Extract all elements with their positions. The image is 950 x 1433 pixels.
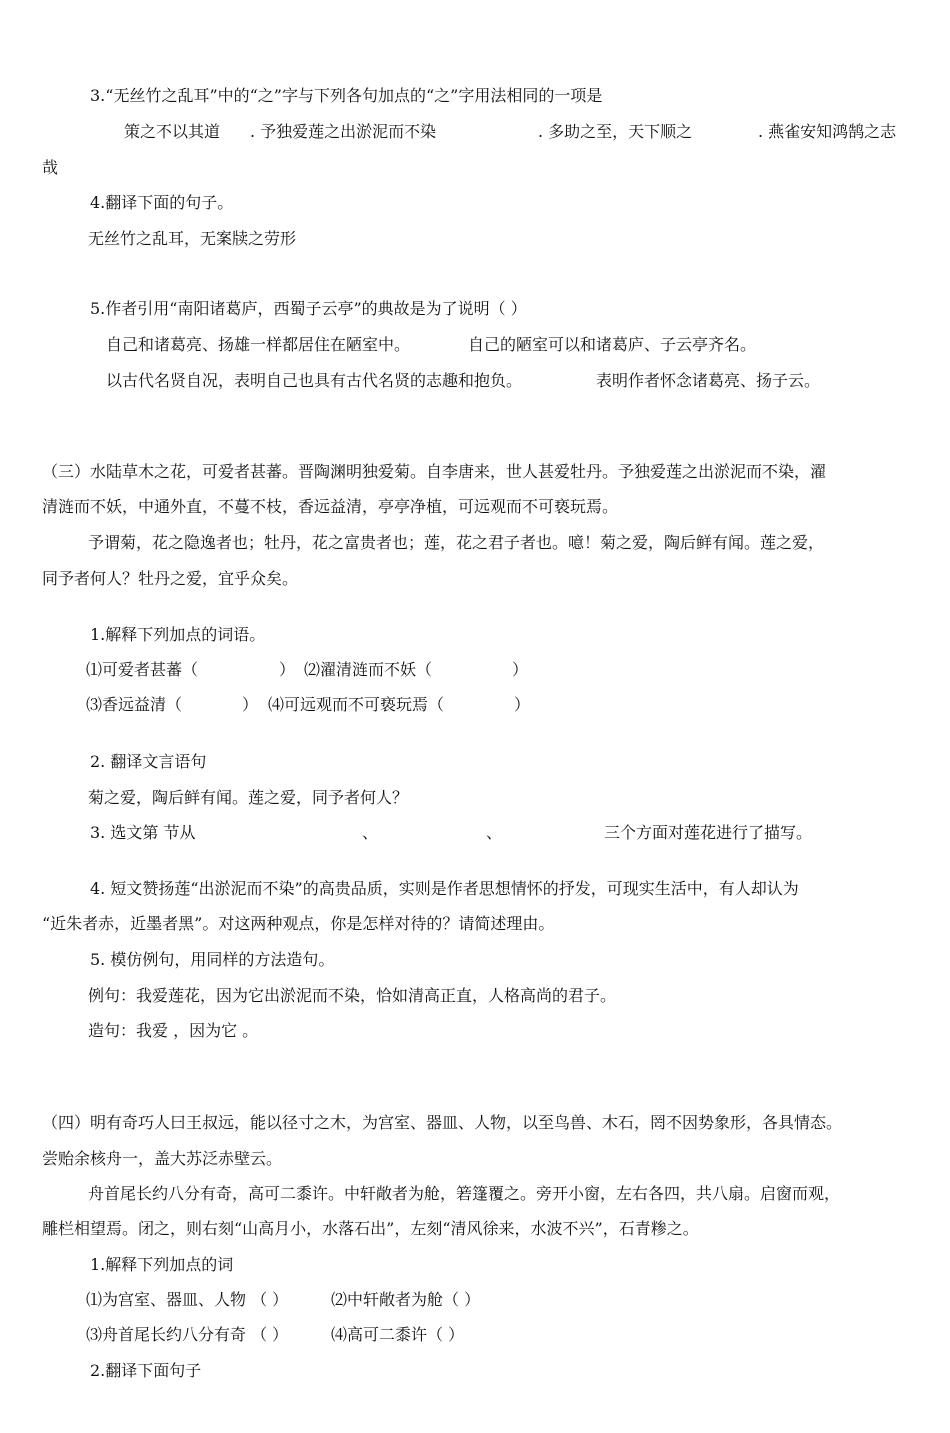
s3-q3-part-4: 三个方面对莲花进行了描写。 (604, 823, 813, 842)
s4-q1-stem: 1.解释下列加点的词 (90, 1255, 234, 1274)
s4-passage-line-1: （四）明有奇巧人曰王叔远，能以径寸之木，为宫室、器皿、人物，以至鸟兽、木石，罔不因势象形，各具情态。 (42, 1113, 843, 1132)
q4-stem: 4.翻译下面的句子。 (90, 193, 234, 212)
q5-option-a: 自己和诸葛亮、扬雄一样都居住在陋室中。 (106, 335, 411, 354)
s3-q3-part-1: 3. 选文第 节从 (90, 823, 196, 842)
s3-q5-stem: 5. 模仿例句，用同样的方法造句。 (90, 950, 335, 969)
s4-q1-item-4: ⑷高可二黍许（ ） (331, 1325, 465, 1344)
q3-stem: 3.“无丝竹之乱耳”中的“之”字与下列各句加点的“之”字用法相同的一项是 (90, 86, 603, 105)
s3-q1-stem: 1.解释下列加点的词语。 (90, 625, 266, 644)
s3-q1-item-1: ⑴可爱者甚蕃（ (86, 660, 199, 679)
s4-passage-line-3: 舟首尾长约八分有奇，高可二黍许。中轩敞者为舱，箬篷覆之。旁开小窗，左右各四，共八扇。启窗而观， (88, 1184, 841, 1203)
s3-q4-line-1: 4. 短文赞扬莲“出淤泥而不染”的高贵品质，实则是作者思想情怀的抒发，可现实生活中，有人却认为 (90, 879, 799, 898)
s3-q3-part-2: 、 (362, 823, 379, 842)
q3-option-a: 策之不以其道 (124, 122, 221, 141)
s3-passage-line-4: 同予者何人？牡丹之爱，宜乎众矣。 (42, 569, 299, 588)
q3-option-b: . 予独爱莲之出淤泥而不染 (250, 122, 437, 141)
s4-q2-stem: 2.翻译下面句子 (90, 1361, 202, 1380)
s4-q1-item-1: ⑴为宫室、器皿、人物 （ ） (86, 1290, 289, 1309)
s4-q1-item-3: ⑶舟首尾长约八分有奇 （ ） (86, 1325, 289, 1344)
q5-option-b: 自己的陋室可以和诸葛庐、子云亭齐名。 (468, 335, 757, 354)
s3-q1-item-4: ⑷可远观而不可亵玩焉（ (268, 695, 445, 714)
q5-option-d: 表明作者怀念诸葛亮、扬子云。 (596, 371, 821, 390)
s3-q5-task: 造句：我爱 ，因为它 。 (88, 1021, 259, 1040)
s4-q1-item-2: ⑵中轩敞者为舱（ ） (331, 1290, 481, 1309)
s3-passage-line-1: （三）水陆草木之花，可爱者甚蕃。晋陶渊明独爱菊。自李唐来，世人甚爱牡丹。予独爱莲之出淤泥而不染，濯 (42, 462, 827, 481)
s3-q3-part-3: 、 (486, 823, 503, 842)
q3-option-c: . 多助之至，天下顺之 (538, 122, 693, 141)
s3-passage-line-2: 清涟而不妖，中通外直，不蔓不枝，香远益清，亭亭净植，可远观而不可亵玩焉。 (42, 497, 619, 516)
q5-option-c: 以古代名贤自况，表明自己也具有古代名贤的志趣和抱负。 (106, 371, 523, 390)
s3-q1-item-3: ⑶香远益清（ (86, 695, 183, 714)
q4-sentence: 无丝竹之乱耳，无案牍之劳形 (88, 229, 297, 248)
q3-option-d: . 燕雀安知鸿鹄之志 (758, 122, 897, 141)
s3-q2-sentence: 菊之爱，陶后鲜有闻。莲之爱，同予者何人？ (88, 788, 409, 807)
s3-passage-line-3: 予谓菊，花之隐逸者也；牡丹，花之富贵者也；莲，花之君子者也。噫！菊之爱，陶后鲜有闻。莲之爱， (88, 533, 825, 552)
s3-q4-line-2: “近朱者赤，近墨者黑”。对这两种观点，你是怎样对待的？请简述理由。 (42, 914, 555, 933)
s3-q1-item-1-close: ） (279, 660, 296, 679)
s4-passage-line-2: 尝贻余核舟一，盖大苏泛赤壁云。 (42, 1149, 283, 1168)
s3-q5-example: 例句：我爱莲花，因为它出淤泥而不染，恰如清高正直，人格高尚的君子。 (88, 986, 617, 1005)
s3-q1-item-2: ⑵濯清涟而不妖（ (304, 660, 433, 679)
s3-q1-item-2-close: ） (512, 660, 529, 679)
s3-q1-item-4-close: ） (514, 695, 531, 714)
s3-q2-stem: 2. 翻译文言语句 (90, 752, 207, 771)
q3-option-d-cont: 哉 (42, 158, 59, 177)
s3-q1-item-3-close: ） (242, 695, 259, 714)
s4-passage-line-4: 雕栏相望焉。闭之，则右刻“山高月小，水落石出”，左刻“清风徐来，水波不兴”，石青糁之。 (42, 1219, 699, 1238)
q5-stem: 5.作者引用“南阳诸葛庐，西蜀子云亭”的典故是为了说明（ ） (90, 299, 527, 318)
